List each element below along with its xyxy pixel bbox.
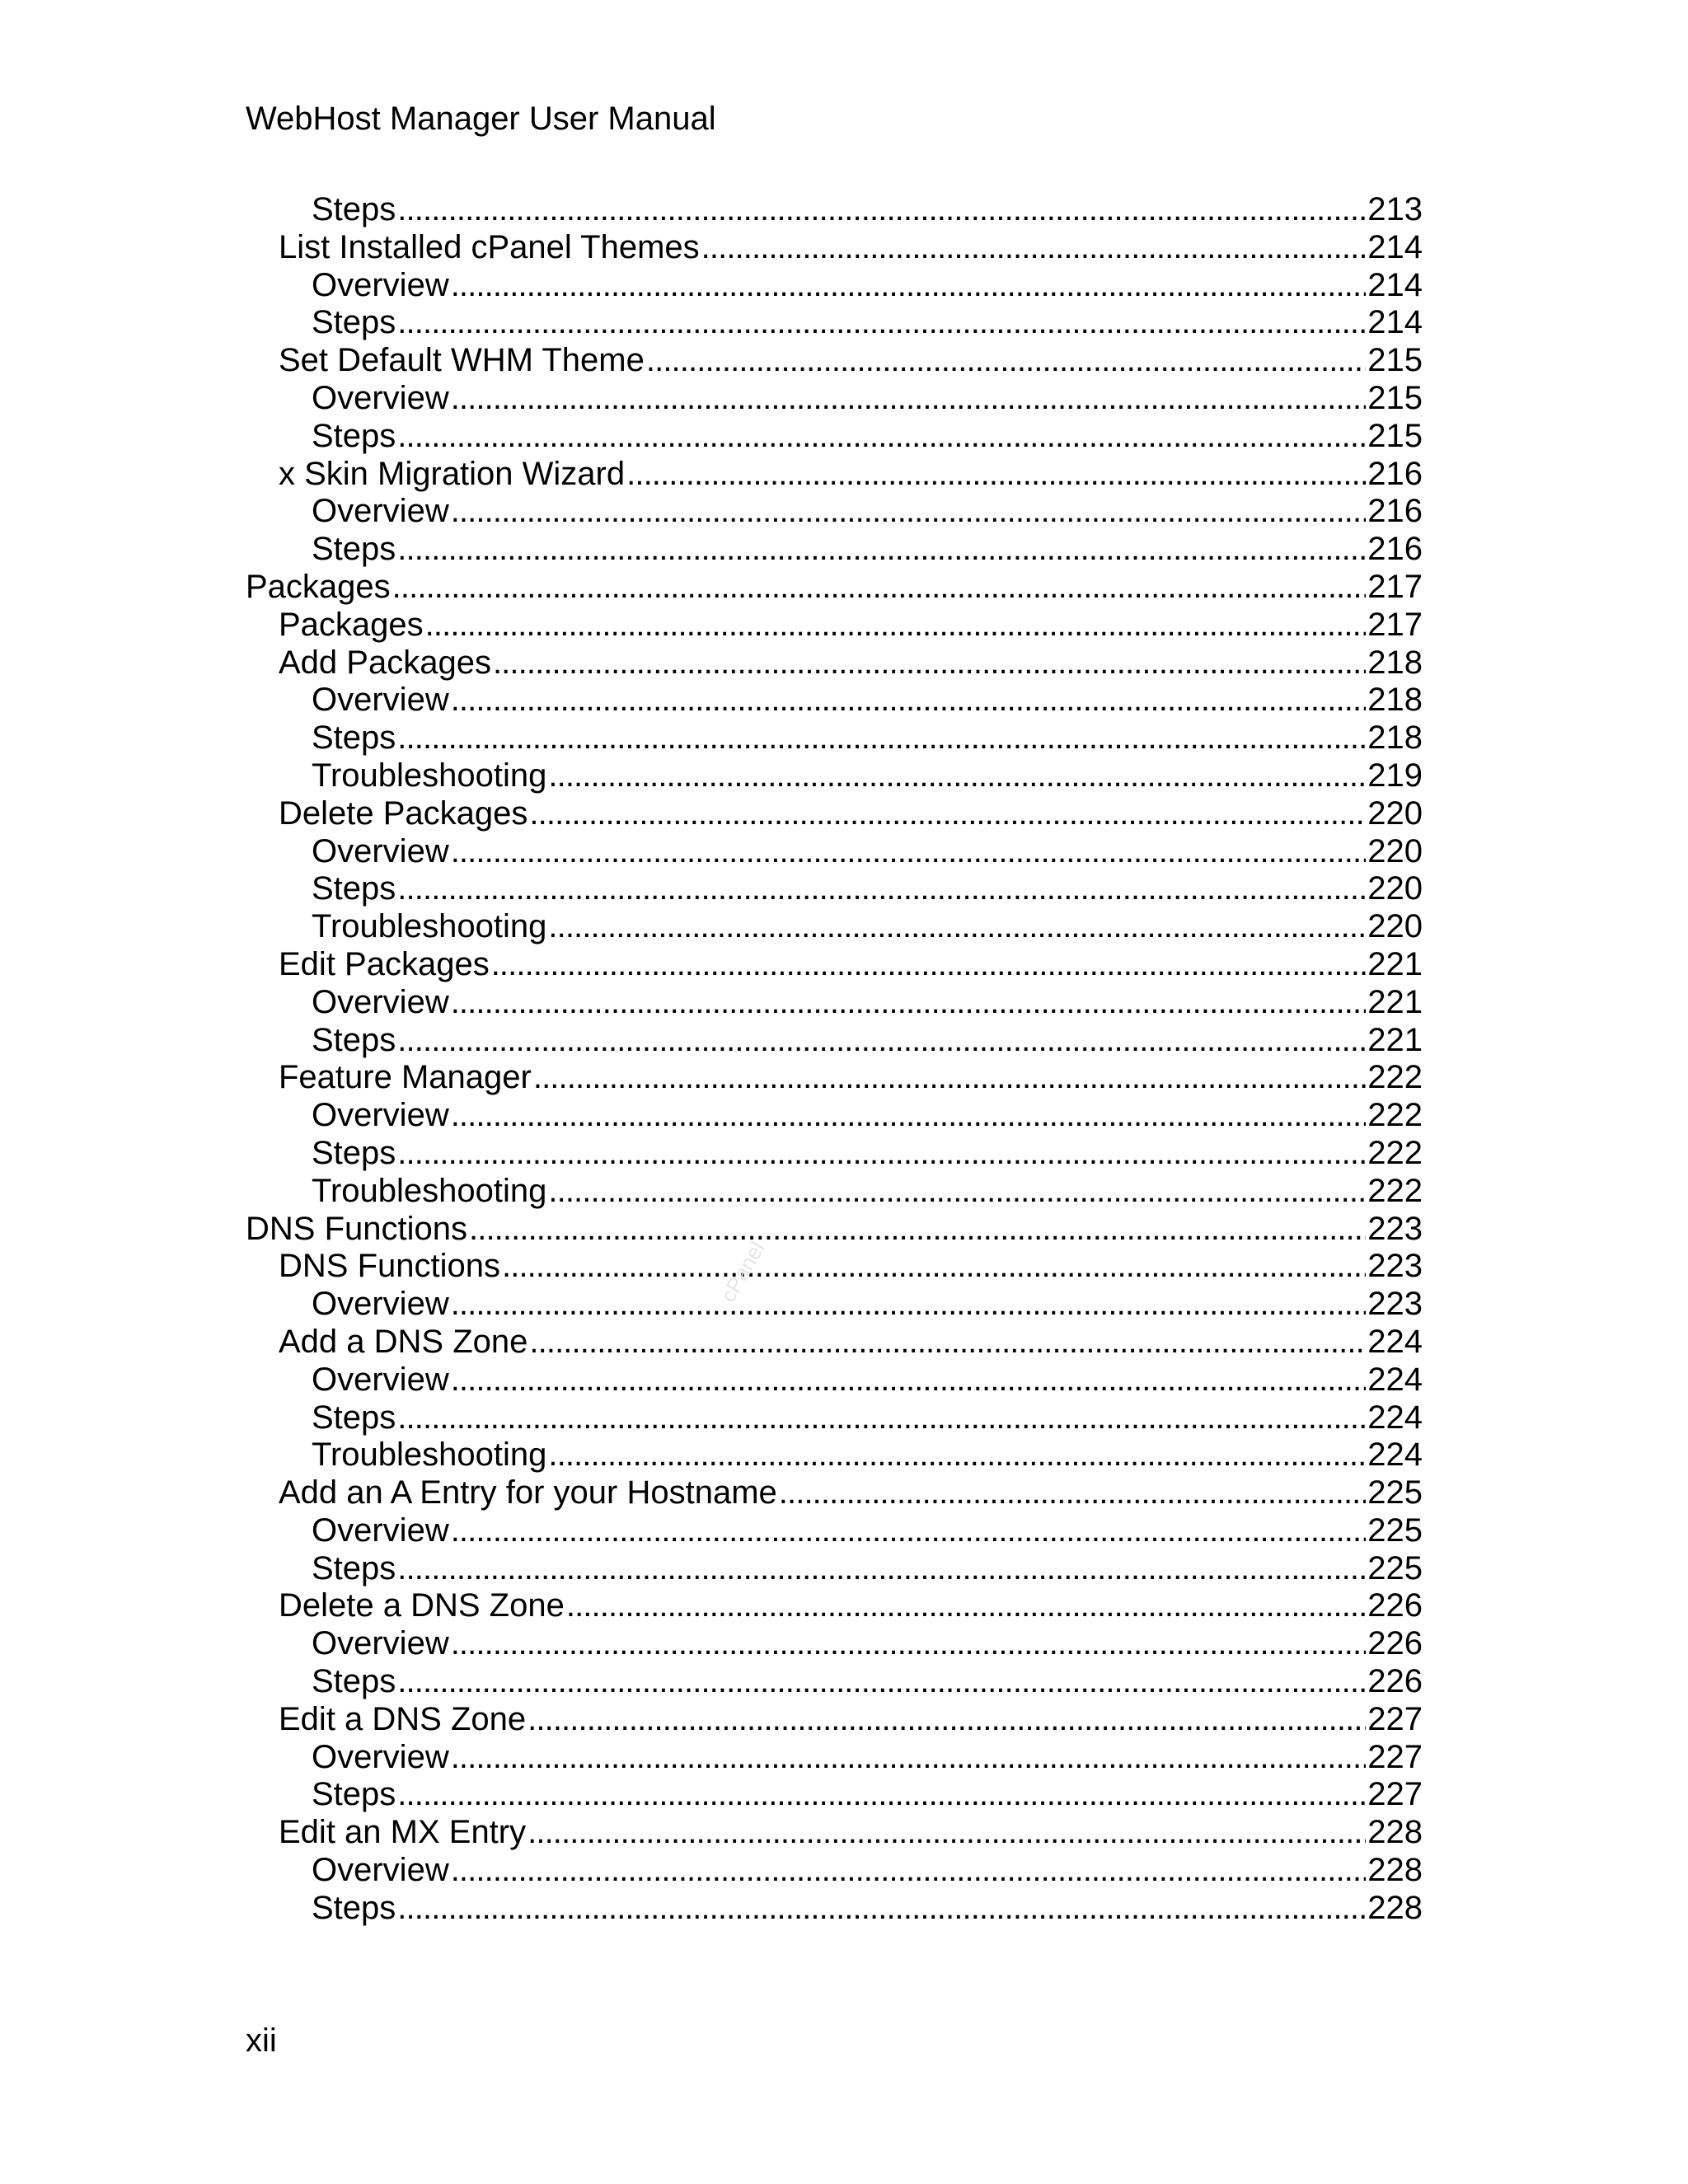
toc-entry-page: 221: [1367, 983, 1423, 1020]
toc-entry[interactable]: [246, 607, 1423, 644]
toc-entry[interactable]: [246, 870, 1423, 908]
toc-entry-page: 224: [1367, 1361, 1423, 1398]
toc-entry[interactable]: [246, 1890, 1423, 1928]
toc-dot-leader: [701, 229, 1367, 267]
toc-entry-label: Overview: [312, 379, 449, 416]
toc-entry-label: List Installed cPanel Themes: [279, 228, 700, 265]
toc-entry-page: 225: [1367, 1474, 1423, 1511]
toc-entry-page: 225: [1367, 1511, 1423, 1549]
toc-dot-leader: [548, 908, 1366, 946]
toc-entry[interactable]: [246, 1814, 1423, 1852]
toc-entry[interactable]: [246, 908, 1423, 946]
toc-dot-leader: [566, 1587, 1366, 1625]
toc-entry-label: Steps: [312, 1663, 396, 1700]
toc-entry[interactable]: [246, 833, 1423, 871]
toc-entry-label: Steps: [312, 417, 396, 454]
toc-dot-leader: [397, 304, 1366, 342]
toc-dot-leader: [451, 1852, 1367, 1890]
toc-dot-leader: [397, 418, 1366, 456]
toc-entry-label: x Skin Migration Wizard: [279, 455, 626, 492]
toc-entry[interactable]: [246, 984, 1423, 1022]
toc-dot-leader: [451, 1512, 1367, 1550]
toc-entry[interactable]: [246, 1550, 1423, 1588]
toc-entry[interactable]: [246, 795, 1423, 833]
toc-entry-label: Overview: [312, 682, 449, 719]
toc-entry-label: Feature Manager: [279, 1059, 532, 1096]
toc-entry-label: Overview: [312, 1361, 449, 1398]
toc-entry-label: Steps: [312, 1776, 396, 1813]
toc-entry[interactable]: [246, 1587, 1423, 1625]
toc-entry-label: DNS Functions: [246, 1210, 467, 1247]
toc-entry-page: 215: [1367, 342, 1423, 379]
toc-entry-page: 214: [1367, 304, 1423, 341]
toc-dot-leader: [397, 531, 1366, 569]
toc-dot-leader: [646, 342, 1366, 380]
toc-entry-label: Steps: [312, 531, 396, 568]
toc-entry[interactable]: [246, 1361, 1423, 1399]
toc-entry-label: Edit an MX Entry: [279, 1814, 527, 1851]
toc-entry-page: 220: [1367, 832, 1423, 869]
toc-entry-page: 223: [1367, 1286, 1423, 1323]
toc-entry[interactable]: [246, 191, 1423, 229]
toc-dot-leader: [397, 870, 1366, 908]
toc-dot-leader: [548, 1173, 1366, 1211]
toc-entry-page: 215: [1367, 379, 1423, 416]
toc-entry-label: Overview: [312, 1738, 449, 1775]
toc-entry-page: 223: [1367, 1248, 1423, 1285]
toc-dot-leader: [451, 833, 1367, 871]
toc-entry-page: 216: [1367, 531, 1423, 568]
toc-entry-page: 213: [1367, 191, 1423, 227]
toc-entry[interactable]: [246, 1436, 1423, 1474]
toc-entry-label: Edit a DNS Zone: [279, 1700, 527, 1737]
toc-dot-leader: [425, 607, 1367, 644]
toc-entry-label: Overview: [312, 493, 449, 530]
toc-entry-label: Set Default WHM Theme: [279, 342, 645, 379]
toc-dot-leader: [397, 1550, 1366, 1588]
toc-entry-label: Troubleshooting: [312, 757, 547, 794]
toc-entry-label: Delete Packages: [279, 794, 528, 832]
toc-entry[interactable]: [246, 1474, 1423, 1512]
toc-entry-label: Steps: [312, 870, 396, 907]
toc-entry[interactable]: [246, 1776, 1423, 1814]
toc-entry-page: 218: [1367, 682, 1423, 719]
toc-entry-page: 217: [1367, 568, 1423, 605]
toc-dot-leader: [397, 191, 1366, 229]
toc-dot-leader: [502, 1248, 1366, 1286]
toc-dot-leader: [451, 682, 1367, 719]
toc-dot-leader: [451, 1739, 1367, 1777]
toc-entry[interactable]: [246, 1286, 1423, 1324]
toc-entry-page: 214: [1367, 228, 1423, 265]
toc-entry-label: Add an A Entry for your Hostname: [279, 1474, 777, 1511]
toc-entry[interactable]: [246, 531, 1423, 569]
toc-entry-page: 226: [1367, 1587, 1423, 1624]
toc-entry[interactable]: [246, 1059, 1423, 1097]
toc-entry[interactable]: [246, 1739, 1423, 1777]
toc-entry-label: Troubleshooting: [312, 908, 547, 945]
toc-entry[interactable]: [246, 380, 1423, 418]
toc-entry-page: 228: [1367, 1852, 1423, 1889]
toc-entry-page: 216: [1367, 455, 1423, 492]
toc-entry-page: 220: [1367, 794, 1423, 832]
toc-entry-page: 227: [1367, 1776, 1423, 1813]
toc-entry-label: Steps: [312, 1134, 396, 1171]
toc-dot-leader: [533, 1059, 1366, 1097]
toc-dot-leader: [451, 1097, 1367, 1135]
toc-entry[interactable]: [246, 1852, 1423, 1890]
page-number: xii: [246, 2022, 277, 2059]
toc-entry-label: Edit Packages: [279, 945, 490, 982]
toc-entry-label: Steps: [312, 1399, 396, 1436]
toc-entry[interactable]: [246, 1324, 1423, 1361]
toc-entry-label: Troubleshooting: [312, 1172, 547, 1209]
toc-dot-leader: [469, 1211, 1366, 1249]
toc-entry-label: Overview: [312, 1286, 449, 1323]
toc-entry[interactable]: [246, 757, 1423, 795]
toc-entry-label: Overview: [312, 1097, 449, 1134]
toc-dot-leader: [451, 380, 1367, 418]
toc-entry-page: 216: [1367, 493, 1423, 530]
toc-dot-leader: [626, 456, 1366, 494]
toc-entry-page: 221: [1367, 1021, 1423, 1058]
toc-dot-leader: [397, 1022, 1366, 1060]
toc-dot-leader: [451, 984, 1367, 1022]
toc-dot-leader: [529, 795, 1366, 833]
toc-dot-leader: [528, 1701, 1366, 1739]
toc-entry-label: Steps: [312, 1021, 396, 1058]
toc-dot-leader: [397, 1663, 1366, 1701]
toc-entry[interactable]: [246, 229, 1423, 267]
toc-entry-page: 225: [1367, 1549, 1423, 1586]
toc-entry[interactable]: [246, 1512, 1423, 1550]
toc-dot-leader: [397, 719, 1366, 757]
toc-entry[interactable]: [246, 1135, 1423, 1173]
toc-dot-leader: [451, 267, 1367, 305]
toc-dot-leader: [451, 1625, 1367, 1663]
toc-dot-leader: [397, 1135, 1366, 1173]
toc-entry-label: Steps: [312, 304, 396, 341]
toc-entry-page: 224: [1367, 1323, 1423, 1360]
toc-dot-leader: [529, 1324, 1366, 1361]
toc-entry-label: Packages: [246, 568, 391, 605]
toc-entry-label: Add Packages: [279, 644, 491, 681]
toc-entry[interactable]: [246, 1097, 1423, 1135]
toc-dot-leader: [548, 757, 1366, 795]
toc-dot-leader: [493, 644, 1366, 682]
toc-dot-leader: [528, 1814, 1366, 1852]
toc-entry-page: 228: [1367, 1889, 1423, 1926]
toc-entry[interactable]: [246, 1625, 1423, 1663]
toc-entry[interactable]: [246, 1663, 1423, 1701]
toc-entry-page: 222: [1367, 1097, 1423, 1134]
toc-dot-leader: [451, 1286, 1367, 1324]
toc-dot-leader: [548, 1436, 1366, 1474]
toc-entry-label: Overview: [312, 1852, 449, 1889]
toc-entry-page: 221: [1367, 945, 1423, 982]
toc-entry[interactable]: [246, 1173, 1423, 1211]
toc-entry-label: Overview: [312, 832, 449, 869]
toc-entry-label: Overview: [312, 266, 449, 303]
toc-entry-page: 215: [1367, 417, 1423, 454]
toc-entry-label: Steps: [312, 719, 396, 757]
toc-entry[interactable]: [246, 1399, 1423, 1437]
toc-dot-leader: [392, 569, 1367, 607]
toc-entry[interactable]: [246, 1701, 1423, 1739]
toc-dot-leader: [397, 1399, 1366, 1437]
toc-dot-leader: [397, 1776, 1366, 1814]
toc-entry[interactable]: [246, 267, 1423, 305]
table-of-contents: [246, 191, 1423, 1928]
toc-entry-page: 222: [1367, 1059, 1423, 1096]
toc-entry-label: Overview: [312, 1625, 449, 1662]
toc-entry-page: 214: [1367, 266, 1423, 303]
toc-entry[interactable]: [246, 719, 1423, 757]
toc-entry[interactable]: [246, 1248, 1423, 1286]
toc-entry-label: Steps: [312, 1889, 396, 1926]
toc-entry-label: Add a DNS Zone: [279, 1323, 528, 1360]
toc-entry-page: 217: [1367, 606, 1423, 643]
toc-entry[interactable]: [246, 644, 1423, 682]
toc-entry-label: Steps: [312, 191, 396, 227]
watermark: cPanel: [715, 1237, 770, 1306]
toc-entry[interactable]: [246, 682, 1423, 719]
toc-entry-label: Overview: [312, 983, 449, 1020]
toc-entry-page: 219: [1367, 757, 1423, 794]
toc-entry[interactable]: [246, 456, 1423, 494]
toc-entry[interactable]: [246, 342, 1423, 380]
toc-entry-page: 228: [1367, 1814, 1423, 1851]
toc-entry-label: Steps: [312, 1549, 396, 1586]
toc-entry-label: Packages: [279, 606, 424, 643]
toc-entry-page: 220: [1367, 870, 1423, 907]
toc-entry-page: 218: [1367, 644, 1423, 681]
toc-entry-page: 220: [1367, 908, 1423, 945]
toc-entry-page: 222: [1367, 1134, 1423, 1171]
toc-entry-page: 226: [1367, 1663, 1423, 1700]
toc-entry-page: 222: [1367, 1172, 1423, 1209]
toc-entry-page: 224: [1367, 1436, 1423, 1474]
toc-entry-page: 227: [1367, 1700, 1423, 1737]
toc-entry-page: 223: [1367, 1210, 1423, 1247]
toc-dot-leader: [451, 1361, 1367, 1399]
toc-entry-page: 227: [1367, 1738, 1423, 1775]
toc-entry-page: 218: [1367, 719, 1423, 757]
toc-entry-page: 226: [1367, 1625, 1423, 1662]
toc-entry-label: Troubleshooting: [312, 1436, 547, 1474]
toc-dot-leader: [451, 493, 1367, 531]
toc-entry-page: 224: [1367, 1399, 1423, 1436]
toc-dot-leader: [779, 1474, 1366, 1512]
toc-entry[interactable]: [246, 1211, 1423, 1249]
toc-entry[interactable]: [246, 304, 1423, 342]
toc-entry[interactable]: [246, 418, 1423, 456]
toc-dot-leader: [397, 1890, 1366, 1928]
toc-entry[interactable]: [246, 1022, 1423, 1060]
toc-entry[interactable]: [246, 569, 1423, 607]
toc-entry[interactable]: [246, 946, 1423, 984]
running-header: WebHost Manager User Manual: [246, 101, 716, 137]
toc-entry-label: Overview: [312, 1511, 449, 1549]
toc-entry-label: DNS Functions: [279, 1248, 500, 1285]
toc-entry[interactable]: [246, 493, 1423, 531]
toc-dot-leader: [491, 946, 1367, 984]
toc-entry-label: Delete a DNS Zone: [279, 1587, 565, 1624]
